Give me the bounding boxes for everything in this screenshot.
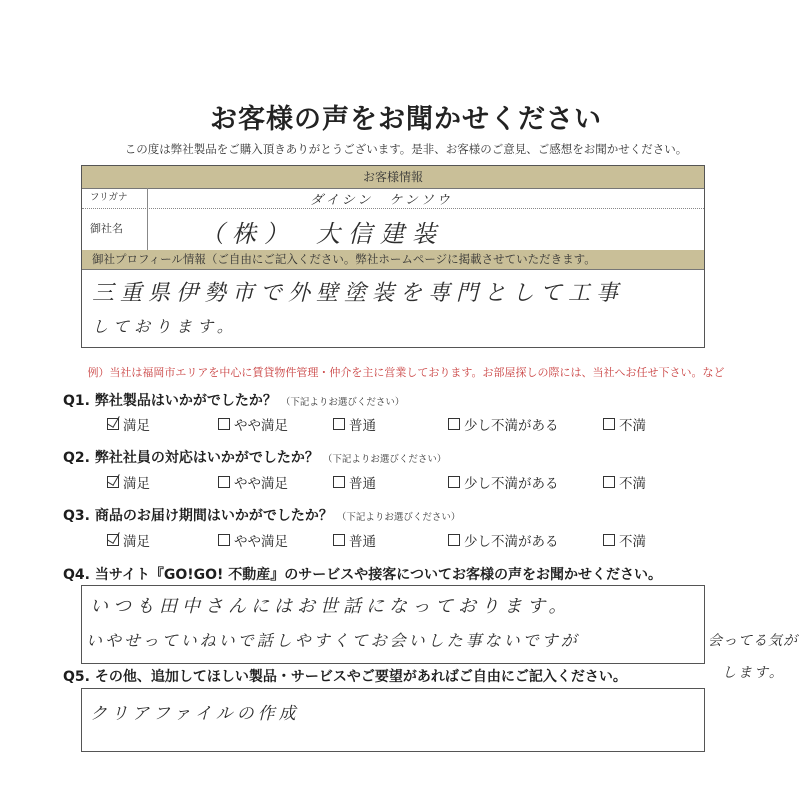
q2-note: （下記よりお選びください） — [322, 454, 447, 465]
q4-answer-line-1: いつも田中さんにはお世話になっております。 — [90, 596, 572, 617]
q1-title-text: Q1. 弊社製品はいかがでしたか？ — [63, 393, 277, 409]
q2-option-5[interactable] — [603, 472, 646, 492]
furigana-row — [82, 188, 704, 209]
q2-option-1[interactable] — [107, 472, 150, 492]
q3-title — [63, 505, 460, 525]
customer-info-header: お客様情報 — [82, 166, 704, 189]
q3-option-5[interactable] — [603, 530, 646, 550]
option-label: 普通 — [349, 476, 376, 492]
profile-line-2[interactable]: しております。 — [92, 317, 238, 336]
q1-option-2[interactable] — [218, 414, 288, 434]
option-label: 不満 — [619, 534, 646, 550]
option-label: 普通 — [349, 534, 376, 550]
page-title: お客様の声をお聞かせください — [210, 104, 602, 135]
checkbox-icon[interactable] — [333, 476, 345, 488]
example-text: 例）当社は福岡市エリアを中心に賃貸物件管理・仲介を主に営業しております。お部屋探しの際には、当社へお任せ下さい。など — [87, 366, 725, 379]
q5-answer: クリアファイルの作成 — [90, 704, 300, 724]
furigana-label: フリガナ — [82, 188, 148, 208]
checkbox-icon[interactable] — [218, 418, 230, 430]
q2-title-text: Q2. 弊社社員の対応はいかがでしたか？ — [63, 450, 319, 466]
q3-option-3[interactable] — [333, 530, 376, 550]
checkbox-icon[interactable] — [448, 418, 460, 430]
q4-overflow-line-2: します。 — [722, 665, 785, 681]
option-label: 少し不満がある — [464, 418, 559, 434]
q1-option-3[interactable] — [333, 414, 376, 434]
q2-option-4[interactable] — [448, 472, 559, 492]
company-label: 御社名 — [82, 208, 148, 250]
q3-option-4[interactable] — [448, 530, 559, 550]
profile-header: 御社プロフィール情報（ご自由にご記入ください。弊社ホームページに掲載させていただきます。 — [82, 250, 704, 270]
option-label: やや満足 — [234, 476, 288, 492]
q1-note: （下記よりお選びください） — [280, 397, 405, 408]
checkbox-icon[interactable] — [448, 534, 460, 546]
q4-answer-box[interactable] — [81, 585, 705, 664]
checkbox-icon[interactable] — [603, 476, 615, 488]
q4-overflow-line-1: 会ってる気が — [708, 633, 798, 649]
q2-title — [63, 447, 446, 467]
checkbox-icon[interactable] — [218, 476, 230, 488]
option-label: やや満足 — [234, 418, 288, 434]
checkbox-checked-icon[interactable] — [107, 476, 119, 488]
q2-option-3[interactable] — [333, 472, 376, 492]
q3-note: （下記よりお選びください） — [336, 512, 461, 523]
q3-option-1[interactable] — [107, 530, 150, 550]
option-label: 少し不満がある — [464, 476, 559, 492]
q1-option-5[interactable] — [603, 414, 646, 434]
checkbox-icon[interactable] — [603, 534, 615, 546]
q3-title-text: Q3. 商品のお届け期間はいかがでしたか？ — [63, 508, 333, 524]
option-label: やや満足 — [234, 534, 288, 550]
q2-option-2[interactable] — [218, 472, 288, 492]
checkbox-icon[interactable] — [218, 534, 230, 546]
furigana-value[interactable]: ダイシン ケンソウ — [310, 193, 453, 208]
q1-title — [63, 390, 404, 410]
option-label: 不満 — [619, 476, 646, 492]
checkbox-icon[interactable] — [333, 534, 345, 546]
checkbox-checked-icon[interactable] — [107, 418, 119, 430]
q4-answer-line-2: いやせっていねいで話しやすくてお会いした事ないですが — [86, 631, 580, 650]
checkbox-icon[interactable] — [603, 418, 615, 430]
profile-line-1[interactable]: 三重県伊勢市で外壁塗装を専門として工事 — [92, 281, 625, 306]
q4-title: Q4. 当サイト『GO!GO! 不動産』のサービスや接客についてお客様の声をお聞かせください。 — [63, 567, 663, 583]
option-label: 普通 — [349, 418, 376, 434]
q3-option-2[interactable] — [218, 530, 288, 550]
option-label: 満足 — [123, 534, 150, 550]
q1-option-4[interactable] — [448, 414, 559, 434]
checkbox-icon[interactable] — [333, 418, 345, 430]
option-label: 満足 — [123, 476, 150, 492]
q5-answer-box[interactable] — [81, 688, 705, 752]
option-label: 満足 — [123, 418, 150, 434]
checkbox-checked-icon[interactable] — [107, 534, 119, 546]
option-label: 不満 — [619, 418, 646, 434]
customer-info-table — [81, 165, 705, 348]
option-label: 少し不満がある — [464, 534, 559, 550]
company-row — [82, 208, 704, 251]
intro-text: この度は弊社製品をご購入頂きありがとうございます。是非、お客様のご意見、ご感想をお聞かせください。 — [124, 142, 688, 156]
q1-option-1[interactable] — [107, 414, 150, 434]
checkbox-icon[interactable] — [448, 476, 460, 488]
company-value[interactable]: （株） 大信建装 — [200, 220, 444, 248]
q5-title: Q5. その他、追加してほしい製品・サービスやご要望があればご自由にご記入ください。 — [63, 669, 627, 685]
